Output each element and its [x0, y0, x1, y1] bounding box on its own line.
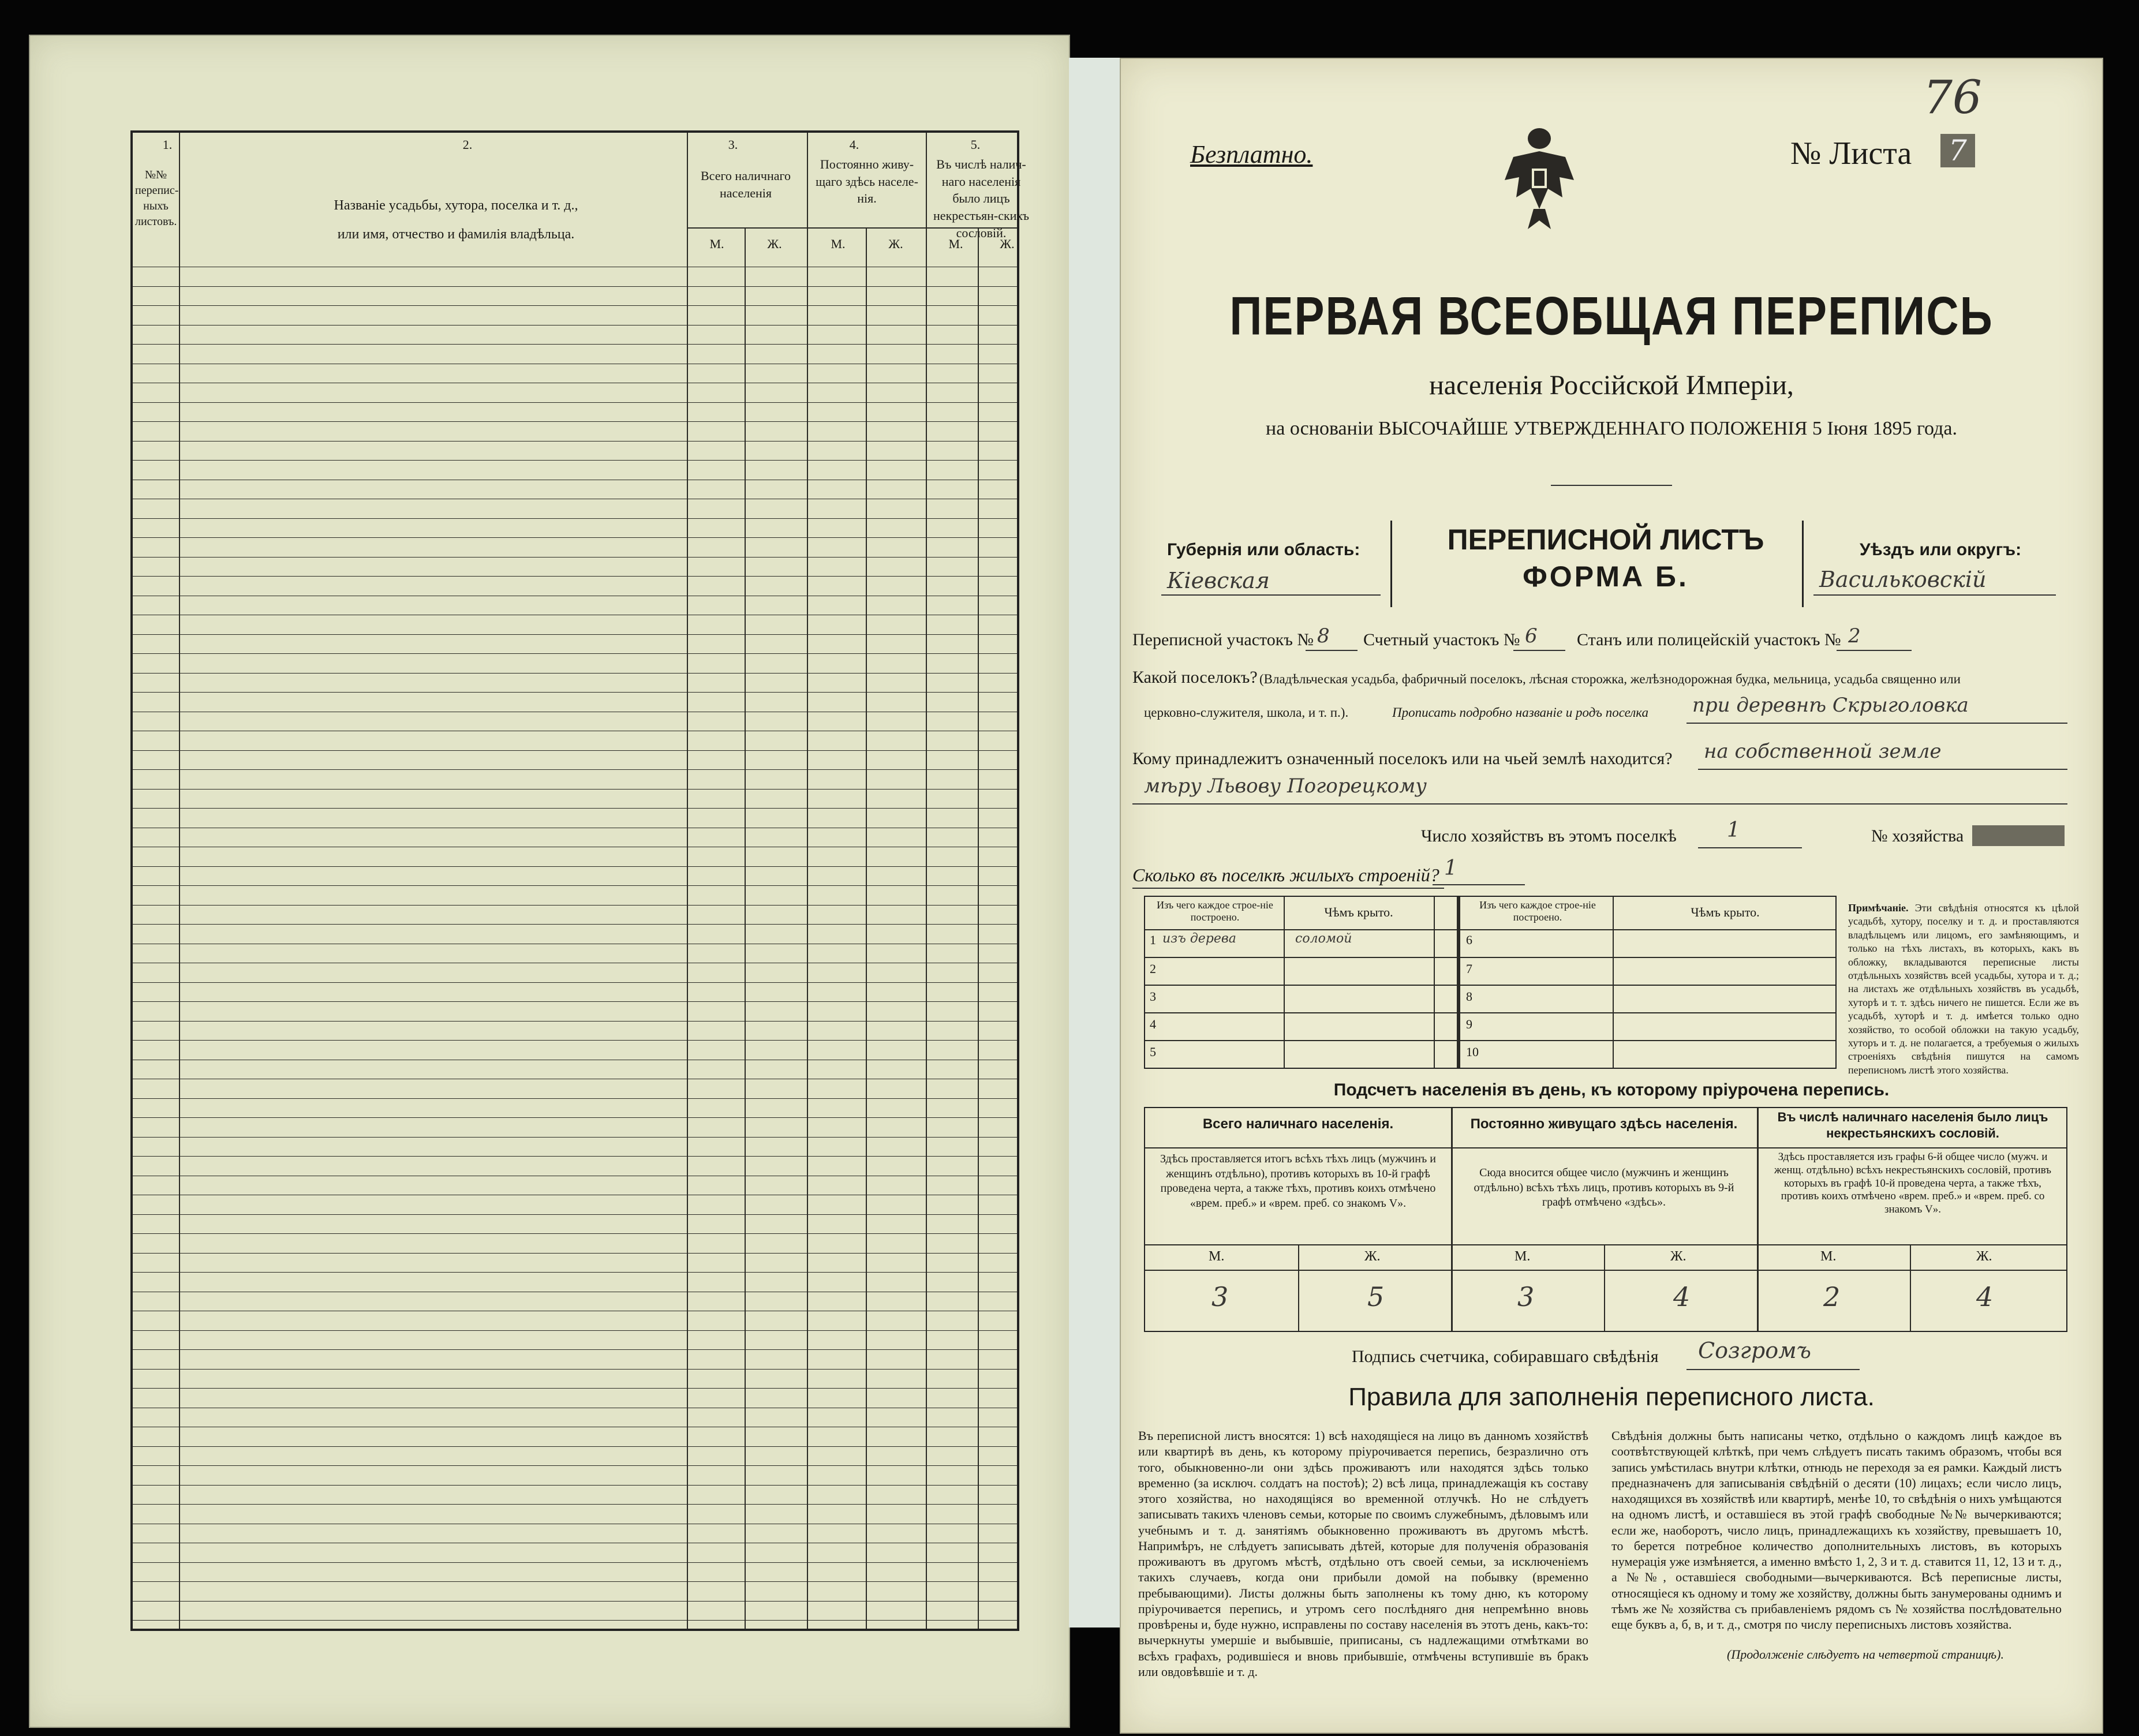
count-district-label: Счетный участокъ №: [1363, 630, 1520, 649]
register-row-line: [133, 1272, 1017, 1273]
count-col1-head: Всего наличнаго населенія.: [1202, 1116, 1394, 1132]
col5-header: Въ числѣ налич-наго населенія было лицъ некрестьян-скихъ сословій.: [933, 157, 1029, 240]
col3-m-label: М.: [709, 237, 724, 251]
bt-row-number: 8: [1466, 989, 1472, 1004]
count-col2-zh-label: Ж.: [1670, 1249, 1686, 1264]
count-col3-zh-label: Ж.: [1976, 1249, 1992, 1264]
register-row-line: [133, 808, 1017, 809]
left-page: [29, 35, 1070, 1728]
col3-zh-label: Ж.: [767, 237, 782, 251]
register-row-line: [133, 305, 1017, 306]
bt-row-number: 5: [1150, 1045, 1156, 1059]
count-col1-zh-value: 5: [1367, 1281, 1385, 1312]
register-row-line: [133, 1562, 1017, 1563]
census-district-value: 8: [1317, 624, 1330, 648]
form-type-letter: ФОРМА Б.: [1523, 560, 1689, 593]
bt-row-number: 4: [1150, 1017, 1156, 1031]
register-row-line: [133, 1233, 1017, 1234]
count-col3-m-label: М.: [1820, 1249, 1837, 1264]
form-type-title: ПЕРЕПИСНОЙ ЛИСТЪ: [1447, 523, 1764, 556]
households-label: Число хозяйствъ въ этомъ поселкѣ: [1421, 826, 1677, 845]
uezd-value: Васильковскій: [1819, 567, 1987, 592]
count-col3-desc: Здѣсь проставляется изъ графы 6-й общее число (мужч. и женщ. отдѣльно) всѣхъ некрестьянскихъ сословій, противъ которыхъ въ графѣ 10-й проведена черта, а также тѣхъ, противъ коихъ отмѣчено «врем. преб.» и «врем. преб. со знакомъ V».: [1774, 1151, 2051, 1216]
sheet-number: 7: [1940, 134, 1975, 167]
bt-row-number: 3: [1150, 989, 1156, 1004]
bt-row-material: изъ дерева: [1162, 931, 1236, 946]
owner-value-line1: на собственной земле: [1704, 740, 1942, 763]
register-row-line: [133, 1581, 1017, 1582]
stan-label: Станъ или полицейскій участокъ №: [1577, 630, 1841, 649]
owner-question: Кому принадлежитъ означенный поселокъ или на чьей землѣ находится?: [1132, 749, 1673, 768]
bt-head-roof-left: Чѣмъ крыто.: [1324, 905, 1393, 919]
buildings-note: [1848, 901, 2079, 1077]
register-row-line: [133, 1465, 1017, 1466]
bt-head-material-left: Изъ чего каждое строе-ніе построено.: [1157, 899, 1273, 923]
form-title: ПЕРВАЯ ВСЕОБЩАЯ ПЕРЕПИСЬ: [1229, 285, 1994, 346]
continued-note: (Продолженіе слѣдуетъ на четвертой страницѣ).: [1727, 1647, 2004, 1662]
signature-value: Созгромъ: [1698, 1338, 1811, 1363]
register-row-line: [133, 905, 1017, 906]
register-row-line: [133, 460, 1017, 461]
archive-folio-number: 76: [1923, 70, 1982, 124]
register-row-line: [133, 692, 1017, 693]
col4-zh-label: Ж.: [888, 237, 903, 251]
register-row-line: [133, 1504, 1017, 1505]
rules-title: Правила для заполненія переписного листа.: [1348, 1383, 1875, 1411]
settlement-hint-3: Прописать подробно названіе и родъ поселка: [1392, 705, 1648, 720]
bt-head-material-right: Изъ чего каждое строе-ніе построено.: [1479, 899, 1596, 923]
bt-head-roof-right: Чѣмъ крыто.: [1691, 905, 1760, 919]
col3-header: Всего наличнаго населенія: [700, 169, 791, 200]
count-col3-m-value: 2: [1823, 1281, 1841, 1312]
register-row-line: [133, 557, 1017, 558]
bt-row-number: 1: [1150, 933, 1156, 947]
count-col1-desc: Здѣсь проставляется итогъ всѣхъ тѣхъ лицъ (мужчинъ и женщинъ отдѣльно), противъ которыхъ въ 10-й графѣ проведена черта, а также тѣхъ, противъ коихъ отмѣчено «врем. преб.» и «врем. преб. со знакомъ V».: [1160, 1153, 1436, 1210]
stan-value: 2: [1848, 624, 1861, 648]
register-row-line: [133, 750, 1017, 751]
settlement-hint: (Владѣльческая усадьба, фабричный поселокъ, лѣсная сторожка, желѣзнодорожная будка, мельница, усадьба священно или: [1259, 672, 1961, 686]
register-row-line: [133, 576, 1017, 577]
register-row-line: [133, 1214, 1017, 1215]
register-row-line: [133, 653, 1017, 654]
register-row-line: [133, 1098, 1017, 1099]
register-row-line: [133, 518, 1017, 519]
count-col1-m-value: 3: [1211, 1281, 1229, 1312]
register-row-line: [133, 325, 1017, 326]
count-district-value: 6: [1525, 624, 1538, 648]
note-title: Примѣчаніе.: [1848, 902, 1909, 914]
bt-row-roof: соломой: [1295, 931, 1352, 946]
col4-m-label: М.: [831, 237, 846, 251]
register-row-line: [133, 1369, 1017, 1370]
population-count-title: Подсчетъ населенія въ день, къ которому пріурочена перепись.: [1333, 1080, 1890, 1099]
register-row-line: [133, 1349, 1017, 1350]
sheet-label: № Листа: [1790, 136, 1912, 171]
count-col2-zh-value: 4: [1673, 1281, 1691, 1312]
col2-header-line2: или имя, отчество и фамилія владѣльца.: [337, 227, 575, 242]
count-col1-zh-label: Ж.: [1364, 1249, 1381, 1264]
count-col2-desc: Сюда вносится общее число (мужчинъ и женщинъ отдѣльно) всѣхъ тѣхъ лицъ, противъ которыхъ въ 9-й графѣ отмѣчено «здѣсь».: [1474, 1166, 1734, 1209]
register-row-line: [133, 1330, 1017, 1331]
households-value: 1: [1727, 818, 1740, 842]
col2-header-line1: Названіе усадьбы, хутора, поселка и т. д.,: [334, 198, 578, 213]
settlement-hint-2: церковно-служителя, школа, и т. п.).: [1144, 705, 1349, 720]
note-text: Эти свѣдѣнія относятся къ цѣлой усадьбѣ, хутору, поселку и т. д. и проставляются владѣльцемъ или лицомъ, его замѣняющимъ, и только на тѣхъ листахъ, въ которыхъ, какъ въ обложку, вкладываются переписные листы отдѣльныхъ хозяйствъ всей усадьбы, хутора и т. д.; на листахъ же отдѣльныхъ хозяйствъ въ усадьбѣ, хуторѣ и т. т. здѣсь ничего не пишется. Если же въ усадьбѣ, хуторѣ и т. д. имѣется только одно хозяйство, то особой обложки на такую усадьбу, хуторъ и т. д. не полагается, а требуемыя о жилыхъ строеніяхъ свѣдѣнія пишутся на самомъ переписномъ листѣ этого хозяйства.: [1848, 902, 2079, 1076]
form-subtitle: населенія Россійской Имперіи,: [1429, 370, 1794, 401]
uezd-label: Уѣздъ или округъ:: [1860, 540, 2022, 559]
col5-zh-label: Ж.: [1000, 237, 1015, 251]
bt-row-number: 10: [1466, 1045, 1479, 1059]
register-row-line: [133, 1156, 1017, 1157]
register-row-line: [133, 924, 1017, 925]
register-row-line: [133, 537, 1017, 538]
col1-header: №№ перепис-ныхъ листовъ.: [135, 169, 179, 228]
count-col2-m-value: 3: [1517, 1281, 1535, 1312]
register-row-line: [133, 866, 1017, 867]
count-col1-m-label: М.: [1209, 1249, 1225, 1264]
page-spine: [1069, 58, 1121, 1628]
register-row-line: [133, 286, 1017, 287]
register-row-line: [133, 789, 1017, 790]
rules-left-column: Въ переписной листъ вносятся: 1) всѣ находящіеся на лицо въ данномъ хозяйствѣ или квартирѣ въ день, къ которому пріурочивается перепись, безразлично отъ того, обыкновенно-ли они здѣсь проживаютъ или находятся здѣсь только временно (за исключ. солдатъ на постоѣ); 2) всѣ лица, принадлежащія къ составу этого хозяйства, но находящіяся во временной отлучкѣ. Но не слѣдуетъ записывать такихъ членовъ семьи, которые по своимъ служебнымъ, дѣловымъ или учебнымъ и т. д. занятіямъ обыкновенно проживаютъ въ другомъ мѣстѣ. Напримѣръ, не слѣдуетъ записывать дѣтей, которые для полученія образованія проживаютъ въ другомъ мѣстѣ, отдѣльно отъ своей семьи, за исключеніемъ такихъ случаевъ, когда они прибыли домой на побывку (временно пребывающими). Листы должны быть заполнены къ тому дню, къ которому пріурочивается перепись, и утромъ сего послѣдняго дня непремѣнно вновь провѣрены и, буде нужно, исправлены по составу населенія въ этотъ день, какъ-то: вычеркнуты умершіе и выбывшіе, приписаны, съ надлежащими отмѣтками во всѣхъ графахъ, родившіеся и вновь прибывшіе, отмѣчены вступившіе въ бракъ или овдовѣвшіе и т. д.: [1138, 1428, 1588, 1679]
register-row-line: [133, 1388, 1017, 1389]
register-row-line: [133, 1021, 1017, 1022]
household-number-redaction: [1972, 825, 2065, 846]
col5-m-label: М.: [948, 237, 963, 251]
buildings-value: 1: [1444, 856, 1457, 880]
census-district-label: Переписной участокъ №: [1132, 630, 1314, 649]
register-row-line: [133, 982, 1017, 983]
household-register-table: [130, 130, 1029, 1631]
bt-row-number: 6: [1466, 933, 1472, 947]
col-number-2: 2.: [462, 137, 473, 152]
register-row-line: [133, 344, 1017, 345]
register-row-line: [133, 441, 1017, 442]
col-number-3: 3.: [728, 137, 738, 152]
col-number-1: 1.: [162, 137, 173, 152]
register-row-line: [133, 1137, 1017, 1138]
rules-right-column: Свѣдѣнія должны быть написаны четко, отдѣльно о каждомъ лицѣ каждое въ соотвѣтствующей клѣткѣ, при чемъ слѣдуетъ писать такимъ образомъ, чтобы вся запись умѣстилась внутри клѣтки, отнюдь не переходя за ея рамки. Каждый листъ предназначенъ для записыванія свѣдѣній о десяти (10) лицахъ; если число лицъ, находящихся въ хозяйствѣ или квартирѣ, менѣе 10, то свѣдѣнія о нихъ умѣщаются на одномъ листѣ, и оставшіеся въ этой графѣ свободные №№ вычеркиваются; если же, наоборотъ, число лицъ, принадлежащихъ къ хозяйству, превышаетъ 10, то берется потребное количество дополнительныхъ листовъ, въ которыхъ нумерація уже измѣняется, а именно вмѣсто 1, 2, 3 и т. д. ставится 11, 12, 13 и т. д., а №№, оставшіеся свободными—вычеркиваются. Всѣ переписные листы, относящіеся къ одному и тому же хозяйству, должны быть занумерованы однимъ и тѣмъ же № хозяйства съ прибавленіемъ рядомъ съ № хозяйства послѣдовательно еще буквъ а, б, в, и т. д., смотря по числу переписныхъ листовъ хозяйства.: [1611, 1428, 2062, 1632]
count-col3-zh-value: 4: [1976, 1281, 1994, 1312]
gubernia-label: Губернія или область:: [1167, 540, 1360, 559]
buildings-label: Сколько въ поселкѣ жилыхъ строеній?: [1132, 865, 1439, 885]
register-row-line: [133, 769, 1017, 770]
col4-header: Постоянно живу-щаго здѣсь населе-нія.: [816, 157, 918, 206]
register-row-line: [133, 1601, 1017, 1602]
register-row-line: [133, 885, 1017, 886]
settlement-value: при деревнѣ Скрыголовка: [1692, 694, 1969, 717]
col-number-5: 5.: [970, 137, 981, 152]
free-label: Безплатно.: [1190, 140, 1313, 169]
col-number-4: 4.: [849, 137, 859, 152]
double-headed-eagle-emblem: [1502, 122, 1577, 232]
signature-label: Подпись счетчика, собиравшаго свѣдѣнія: [1352, 1347, 1659, 1366]
register-row-line: [133, 421, 1017, 422]
register-row-line: [133, 634, 1017, 635]
population-count-table: [1144, 1107, 2067, 1332]
form-basis: на основаніи ВЫСОЧАЙШЕ УТВЕРЖДЕННАГО ПОЛОЖЕНІЯ 5 Іюня 1895 года.: [1266, 418, 1957, 439]
count-col3-head: Въ числѣ наличнаго населенія было лицъ некрестьянскихъ сословій.: [1777, 1110, 2048, 1140]
gubernia-value: Кіевская: [1167, 568, 1270, 593]
settlement-question: Какой поселокъ?: [1132, 668, 1258, 687]
register-row-line: [133, 1117, 1017, 1118]
register-row-line: [133, 1620, 1017, 1621]
register-row-line: [133, 673, 1017, 674]
count-col2-m-label: М.: [1514, 1249, 1531, 1264]
bt-row-number: 2: [1150, 961, 1156, 976]
census-form-page: [1120, 58, 2103, 1734]
register-row-line: [133, 402, 1017, 403]
bt-row-number: 9: [1466, 1017, 1472, 1031]
buildings-table: [1144, 896, 1837, 1069]
register-row-line: [133, 1040, 1017, 1041]
count-col2-head: Постоянно живущаго здѣсь населенія.: [1470, 1116, 1738, 1132]
register-row-line: [133, 1253, 1017, 1254]
owner-value-line2: мѣру Львову Погорецкому: [1144, 775, 1427, 798]
register-row-line: [133, 1001, 1017, 1002]
register-row-line: [133, 1446, 1017, 1447]
register-row-line: [133, 1485, 1017, 1486]
bt-row-number: 7: [1466, 961, 1472, 976]
household-number-label: № хозяйства: [1871, 826, 1964, 845]
